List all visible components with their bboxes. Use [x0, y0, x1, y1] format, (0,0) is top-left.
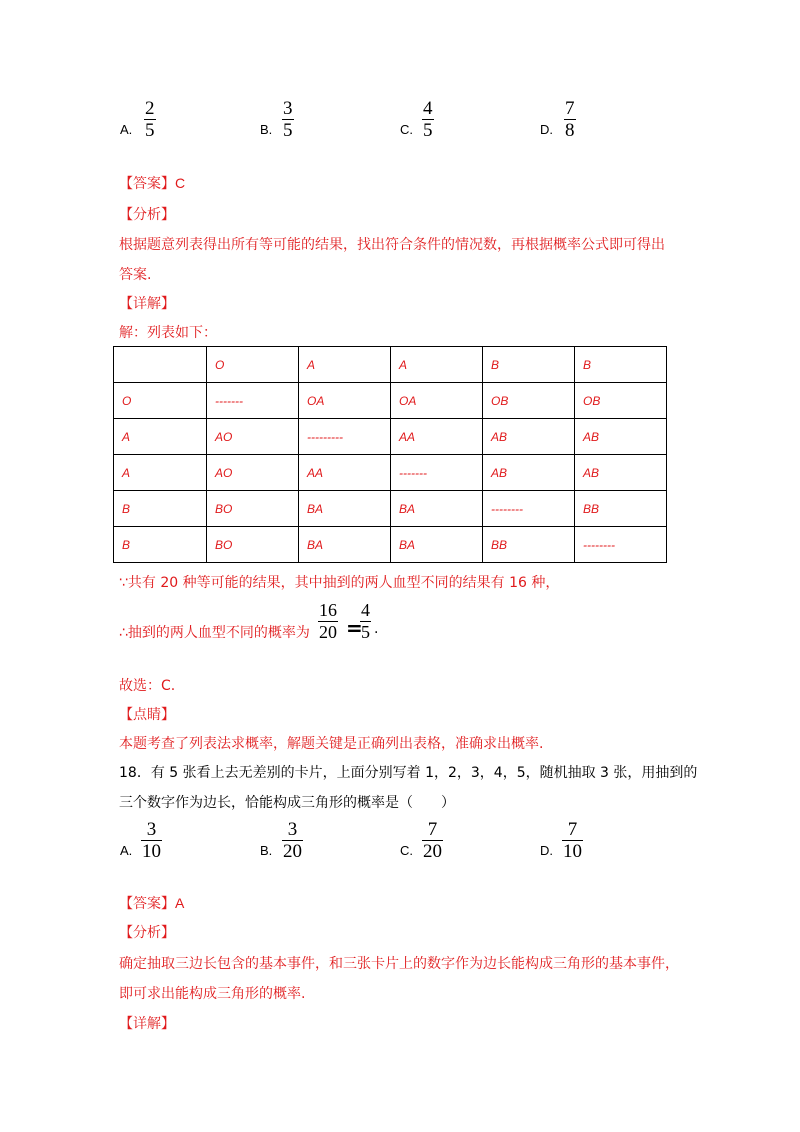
- table-cell: AO: [207, 455, 299, 491]
- table-cell: O: [207, 347, 299, 383]
- option-fraction: 2 5: [145, 98, 155, 141]
- q18-stem-line1: 18．有 5 张看上去无差别的卡片，上面分别写着 1，2，3，4，5，随机抽取 3 张，用抽到的: [119, 765, 698, 781]
- table-cell: AB: [575, 455, 667, 491]
- table-row: [114, 527, 667, 563]
- table-cell: BA: [299, 527, 391, 563]
- table-cell: BO: [207, 491, 299, 527]
- table-cell: OA: [391, 383, 483, 419]
- choose-line: 故选：C.: [119, 678, 176, 694]
- table-cell: B: [114, 491, 207, 527]
- table-cell: BB: [483, 527, 575, 563]
- q18-analysis-line1: 确定抽取三边长包含的基本事件，和三张卡片上的数字作为边长能构成三角形的基本事件，: [119, 956, 679, 972]
- q18-answer-line: 【答案】A: [119, 895, 185, 912]
- blood-type-table: [113, 346, 667, 563]
- table-cell: OA: [299, 383, 391, 419]
- table-cell: A: [114, 455, 207, 491]
- because-line: ∵共有 20 种等可能的结果，其中抽到的两人血型不同的结果有 16 种，: [119, 575, 560, 591]
- option-letter: B.: [260, 843, 273, 858]
- option-fraction: 4 5: [423, 98, 433, 141]
- table-cell: AO: [207, 419, 299, 455]
- table-cell: A: [299, 347, 391, 383]
- table-cell: AA: [299, 455, 391, 491]
- table-cell: --------: [575, 527, 667, 563]
- option-letter: D.: [540, 843, 553, 858]
- option-letter: C.: [400, 843, 413, 858]
- option-letter: A.: [120, 122, 133, 137]
- equals-sign: =: [346, 616, 363, 640]
- table-row: [114, 491, 667, 527]
- table-cell: BA: [299, 491, 391, 527]
- q18-stem-line2: 三个数字作为边长，恰能构成三角形的概率是（ ）: [119, 795, 455, 811]
- table-cell: BA: [391, 527, 483, 563]
- option-fraction: 3 10: [142, 819, 161, 862]
- table-cell: --------: [483, 491, 575, 527]
- table-row: [114, 347, 667, 383]
- table-row: [114, 383, 667, 419]
- answer-line: 【答案】C: [119, 175, 186, 192]
- table-cell: B: [483, 347, 575, 383]
- option-letter: B.: [260, 122, 273, 137]
- option-letter: A.: [120, 843, 133, 858]
- detail-intro: 解：列表如下：: [119, 325, 217, 341]
- table-cell: OB: [575, 383, 667, 419]
- table-row: [114, 419, 667, 455]
- table-cell: AB: [575, 419, 667, 455]
- table-cell: -------: [391, 455, 483, 491]
- table-cell: BO: [207, 527, 299, 563]
- analysis-tag: 【分析】: [119, 207, 175, 223]
- option-fraction: 3 5: [283, 98, 293, 141]
- table-row: [114, 455, 667, 491]
- table-cell: [114, 347, 207, 383]
- option-letter: D.: [540, 122, 553, 137]
- period: .: [374, 621, 379, 637]
- table-cell: BA: [391, 491, 483, 527]
- option-letter: C.: [400, 122, 413, 137]
- q18-analysis-tag: 【分析】: [119, 925, 175, 941]
- probability-fraction-4-5: 4 5: [361, 600, 370, 642]
- detail-tag: 【详解】: [119, 296, 175, 312]
- table-cell: AA: [391, 419, 483, 455]
- option-fraction: 7 20: [423, 819, 442, 862]
- comment-tag: 【点睛】: [119, 707, 175, 723]
- probability-fraction-16-20: 16 20: [319, 600, 337, 642]
- option-fraction: 7 8: [565, 98, 575, 141]
- table-cell: AB: [483, 419, 575, 455]
- table-cell: B: [114, 527, 207, 563]
- therefore-line: ∴抽到的两人血型不同的概率为: [119, 625, 310, 641]
- table-cell: O: [114, 383, 207, 419]
- table-cell: B: [575, 347, 667, 383]
- option-fraction: 3 20: [283, 819, 302, 862]
- option-fraction: 7 10: [563, 819, 582, 862]
- q18-detail-tag: 【详解】: [119, 1016, 175, 1032]
- analysis-text-line1: 根据题意列表得出所有等可能的结果，找出符合条件的情况数，再根据概率公式即可得出: [119, 237, 665, 253]
- table-cell: BB: [575, 491, 667, 527]
- table-cell: AB: [483, 455, 575, 491]
- q18-analysis-line2: 即可求出能构成三角形的概率.: [119, 986, 306, 1002]
- table-cell: OB: [483, 383, 575, 419]
- table-cell: A: [391, 347, 483, 383]
- comment-line: 本题考查了列表法求概率，解题关键是正确列出表格，准确求出概率.: [119, 736, 544, 752]
- table-cell: -------: [207, 383, 299, 419]
- table-cell: ---------: [299, 419, 391, 455]
- analysis-text-line2: 答案.: [119, 267, 152, 283]
- table-cell: A: [114, 419, 207, 455]
